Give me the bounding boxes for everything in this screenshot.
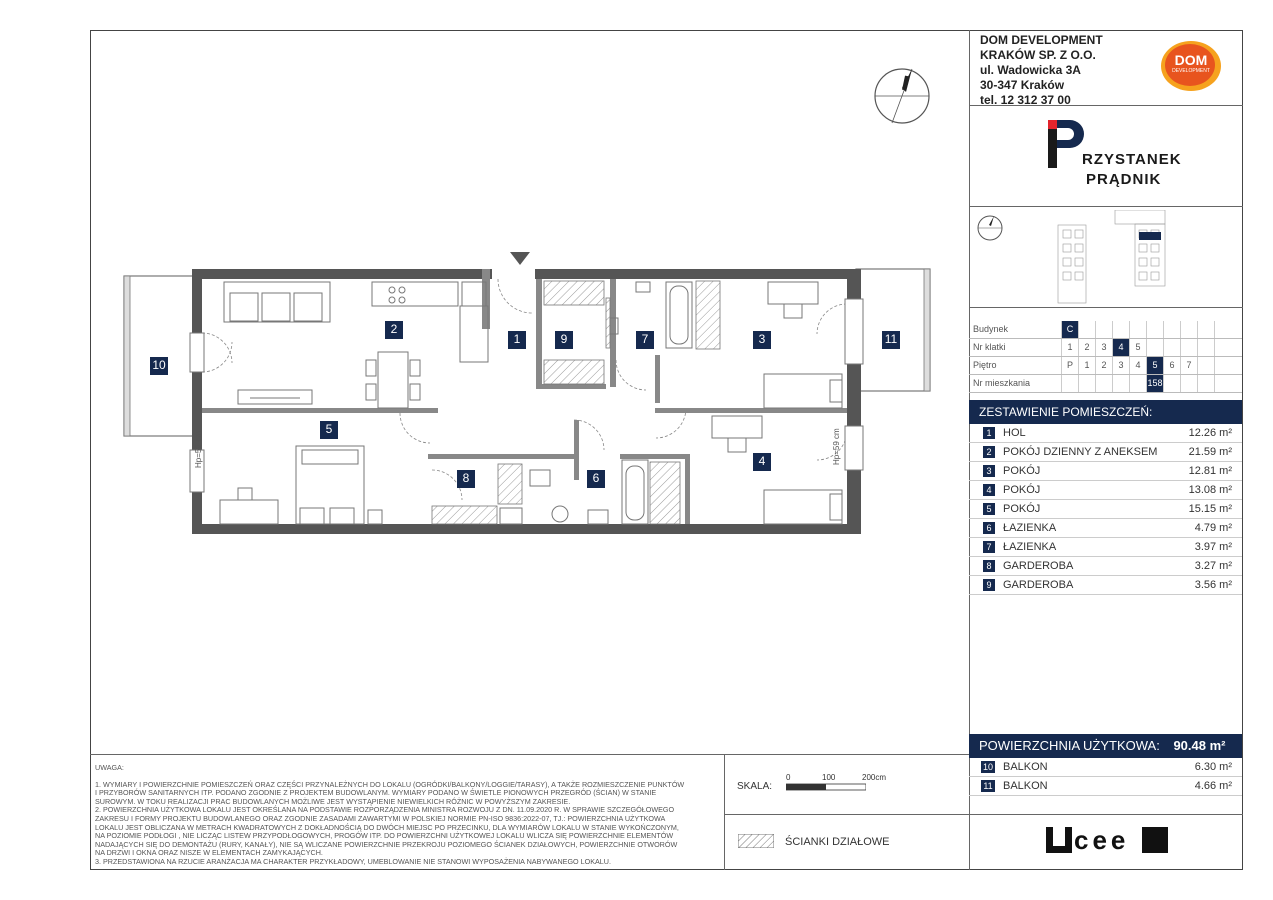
- budynek-label: Budynek: [973, 324, 1009, 334]
- room-row: [969, 557, 1242, 576]
- company-entity: KRAKÓW SP. Z O.O.: [980, 48, 1096, 62]
- room-num: 3: [983, 465, 995, 477]
- total-area-value: 90.48 m²: [1173, 738, 1226, 753]
- pietro-cell: P: [1061, 357, 1078, 374]
- przystanek-logo-icon: [1046, 118, 1086, 170]
- total-area: [969, 734, 1242, 758]
- note-line: 1. WYMIARY I POWIERZCHNIE POMIESZCZEŃ ORAZ CZĘŚCI PRZYNALEŻNYCH DO LOKALU (OGRÓDKI/BALKONY/LOGGIE/TARASY), A TAKŻE ROZMIESZCZENIE PUNKTÓW: [95, 779, 685, 789]
- extra-num: 10: [982, 762, 993, 772]
- room-label-3: 3: [758, 332, 766, 346]
- balcony-10: [124, 276, 194, 436]
- sill-height-left: Hp=59 cm: [194, 431, 203, 468]
- room-name: POKÓJ DZIENNY Z ANEKSEM: [1003, 446, 1158, 458]
- klatka-cell: 1: [1061, 339, 1078, 356]
- room-label-10: 10: [152, 358, 166, 372]
- room-num: 4: [983, 484, 995, 496]
- room-row: [969, 576, 1242, 595]
- note-line: NADAJĄCYCH SIĘ DO DEMONTAŻU (RURY, KANAŁY), NIE SĄ WLICZANE POWIERZCHNIE PRZEKROJU POZIOMEGO ŚCIANEK DZIAŁOWYCH, POWIERZCHNIE OTWORÓW: [95, 839, 678, 849]
- pietro-cell: 6: [1163, 357, 1180, 374]
- note-line: NA DRZWI I OKNA ORAZ NISZE W ELEMENTACH ZAMYKAJĄCYCH.: [95, 848, 323, 858]
- room-num: 2: [983, 446, 995, 458]
- note-line: LOKALU JEST OBLICZANA W METRACH KWADRATOWYCH Z DOKŁADNOŚCIĄ DO DWÓCH MIEJSC PO PRZECINKU, DLA WYMIARÓW LOKALU W STANIE WYKOŃCZONYM,: [95, 822, 679, 832]
- north-arrow-icon: [875, 69, 929, 123]
- note-line: I PRZYBORÓW SANITARNYCH ITP. PODANO ZGODNIE Z PROJEKTEM BUDOWLANYM. WYMIARY PODANO W ŚWIETLE PIONOWYCH PRZEGRÓD (ŚCIAN) W STANIE: [95, 788, 657, 798]
- scale-label: SKALA:: [737, 781, 773, 792]
- sill-height-right: Hp=59 cm: [832, 428, 841, 465]
- company-phone: tel. 12 312 37 00: [980, 93, 1071, 107]
- room-num: 7: [983, 541, 995, 553]
- room-name: POKÓJ: [1003, 484, 1041, 496]
- divider-keyplan: [969, 307, 1243, 308]
- room-num: 9: [983, 579, 995, 591]
- dom-logo-text: DOM: [1174, 52, 1208, 68]
- room-num: 8: [983, 560, 995, 572]
- floor-plan: [90, 30, 970, 754]
- pietro-cell: 7: [1180, 357, 1197, 374]
- notes-block: [95, 764, 715, 867]
- scale-tick-100: 100: [822, 773, 836, 782]
- extra-row: [969, 777, 1242, 796]
- room-row: [969, 519, 1242, 538]
- room-area: 12.81 m²: [1188, 465, 1232, 477]
- pietro-cell-selected: 5: [1146, 357, 1163, 374]
- key-plan: [975, 210, 1235, 305]
- note-line: 2. POWIERZCHNIA UŻYTKOWA LOKALU JEST OKREŚLANA NA PODSTAWIE ROZPORZĄDZENIA MINISTRA ROZWOJU Z DN. 11.09.2020 R. W SPRAWIE SZCZEGÓŁOWEGO: [95, 805, 675, 815]
- dining-table: [366, 352, 420, 408]
- scale-bar: [786, 782, 866, 794]
- extra-area: 4.66 m²: [1194, 780, 1232, 792]
- extra-area: 6.30 m²: [1194, 761, 1232, 773]
- mieszkanie-cell: 158: [1146, 375, 1163, 392]
- project-name: [1082, 150, 1182, 190]
- pietro-cell: 1: [1078, 357, 1095, 374]
- extra-name: BALKON: [1003, 761, 1048, 773]
- room-name: GARDEROBA: [1003, 560, 1074, 572]
- room-label-6: 6: [592, 471, 600, 485]
- grid-row-budynek: [969, 321, 1242, 339]
- company-name: DOM DEVELOPMENT: [980, 33, 1103, 47]
- balcony-11: [856, 269, 930, 391]
- ucees-text: cee: [1074, 825, 1130, 855]
- budynek-cell: C: [1061, 321, 1078, 338]
- klatka-cell: 2: [1078, 339, 1095, 356]
- room-area: 3.27 m²: [1194, 560, 1232, 572]
- room-num: 6: [983, 522, 995, 534]
- room-row: [969, 481, 1242, 500]
- company-city: 30-347 Kraków: [980, 78, 1065, 92]
- apartment-info-grid: [969, 321, 1242, 393]
- note-line: 3. PRZEDSTAWIONA NA RZUCIE ARANŻACJA MA CHARAKTER PRZYKŁADOWY, UMEBLOWANIE NIE STANOWI WYPOSAŻENIA NABYWANEGO LOKALU.: [95, 856, 611, 866]
- room-label-7: 7: [641, 332, 649, 346]
- room-label-8: 8: [462, 471, 470, 485]
- total-area-label: POWIERZCHNIA UŻYTKOWA:: [979, 738, 1160, 753]
- divider-notes: [90, 754, 969, 755]
- divider-scale-legend: [724, 814, 969, 815]
- room-name: ŁAZIENKA: [1003, 541, 1057, 553]
- mieszkanie-label: Nr mieszkania: [973, 378, 1031, 388]
- room-num: 1: [983, 427, 995, 439]
- room-row: [969, 424, 1242, 443]
- company-info: [980, 33, 1103, 108]
- extra-row: [969, 758, 1242, 777]
- project-name-line2: PRĄDNIK: [1086, 171, 1162, 188]
- room-label-9: 9: [560, 332, 568, 346]
- room-area: 21.59 m²: [1188, 446, 1232, 458]
- note-line: SUROWYM. W TOKU REALIZACJI PRAC BUDOWLANYCH MOŻLIWE JEST WYSTĄPIENIE NIEWIELKICH RÓŻNIC W POWYŻSZYM ZAKRESIE.: [95, 796, 571, 806]
- extra-name: BALKON: [1003, 780, 1048, 792]
- sofa: [224, 282, 330, 322]
- room-name: POKÓJ: [1003, 465, 1041, 477]
- entrance-marker-icon: [510, 252, 530, 265]
- notes-title: UWAGA:: [95, 763, 124, 772]
- project-name-line1: RZYSTANEK: [1082, 151, 1182, 168]
- grid-row-klatka: [969, 339, 1242, 357]
- room-row: [969, 538, 1242, 557]
- klatka-cell: 5: [1129, 339, 1146, 356]
- tv-cabinet: [238, 390, 312, 404]
- room-row: [969, 462, 1242, 481]
- room-label-5: 5: [325, 422, 333, 436]
- room-name: ŁAZIENKA: [1003, 522, 1057, 534]
- room-area: 3.56 m²: [1194, 579, 1232, 591]
- room-label-2: 2: [390, 322, 398, 336]
- grid-row-pietro: [969, 357, 1242, 375]
- key-north-icon: [978, 216, 1002, 240]
- pietro-cell: 2: [1095, 357, 1112, 374]
- company-street: ul. Wadowicka 3A: [980, 63, 1081, 77]
- divider-brand: [969, 814, 1243, 815]
- klatka-cell: 3: [1095, 339, 1112, 356]
- room-name: POKÓJ: [1003, 503, 1041, 515]
- partition-legend-swatch: [738, 834, 774, 848]
- divider-notes-scale: [724, 754, 725, 870]
- room-area: 4.79 m²: [1194, 522, 1232, 534]
- divider-project: [969, 206, 1243, 207]
- room-area: 15.15 m²: [1188, 503, 1232, 515]
- room-num: 5: [983, 503, 995, 515]
- room-label-4: 4: [758, 454, 766, 468]
- pietro-cell: 4: [1129, 357, 1146, 374]
- room-row: [969, 500, 1242, 519]
- room-area: 13.08 m²: [1188, 484, 1232, 496]
- pietro-cell: 3: [1112, 357, 1129, 374]
- klatka-label: Nr klatki: [973, 342, 1006, 352]
- pietro-label: Piętro: [973, 360, 997, 370]
- legend-label: ŚCIANKI DZIAŁOWE: [785, 836, 890, 848]
- note-line: ZAKRESU I FORMY PROJEKTU BUDOWLANEGO ORAZ ZGODNIE ZASADAMI ZAWARTYMI W POLSKIEJ NORMIE PN-ISO 9836:2022-07, TJ.: POWIERZCHNIA UŻYTKOWA: [95, 813, 666, 823]
- note-line: NA POZIOMIE PODŁOGI , NIE LICZĄC LISTEW PRZYPODŁOGOWYCH, PROGÓW ITP. DO POWIERZCHNI UŻYTKOWEJ LOKALU WLICZA SIĘ POWIERZCHNIE ELEMENTÓW: [95, 831, 674, 841]
- room-label-1: 1: [513, 332, 521, 346]
- dom-logo-subtext: DEVELOPMENT: [1172, 68, 1210, 74]
- room-row: [969, 443, 1242, 462]
- klatka-cell-selected: 4: [1112, 339, 1129, 356]
- room-name: HOL: [1003, 427, 1026, 439]
- scale-tick-0: 0: [786, 773, 791, 782]
- room-label-11: 11: [884, 332, 898, 346]
- grid-row-mieszkanie: [969, 375, 1242, 393]
- room-name: GARDEROBA: [1003, 579, 1074, 591]
- rooms-table-title: ZESTAWIENIE POMIESZCZEŃ:: [969, 400, 1242, 424]
- scale-tick-200: 200cm: [862, 773, 887, 782]
- extra-num: 11: [981, 780, 995, 792]
- room-area: 3.97 m²: [1194, 541, 1232, 553]
- room-area: 12.26 m²: [1188, 427, 1232, 439]
